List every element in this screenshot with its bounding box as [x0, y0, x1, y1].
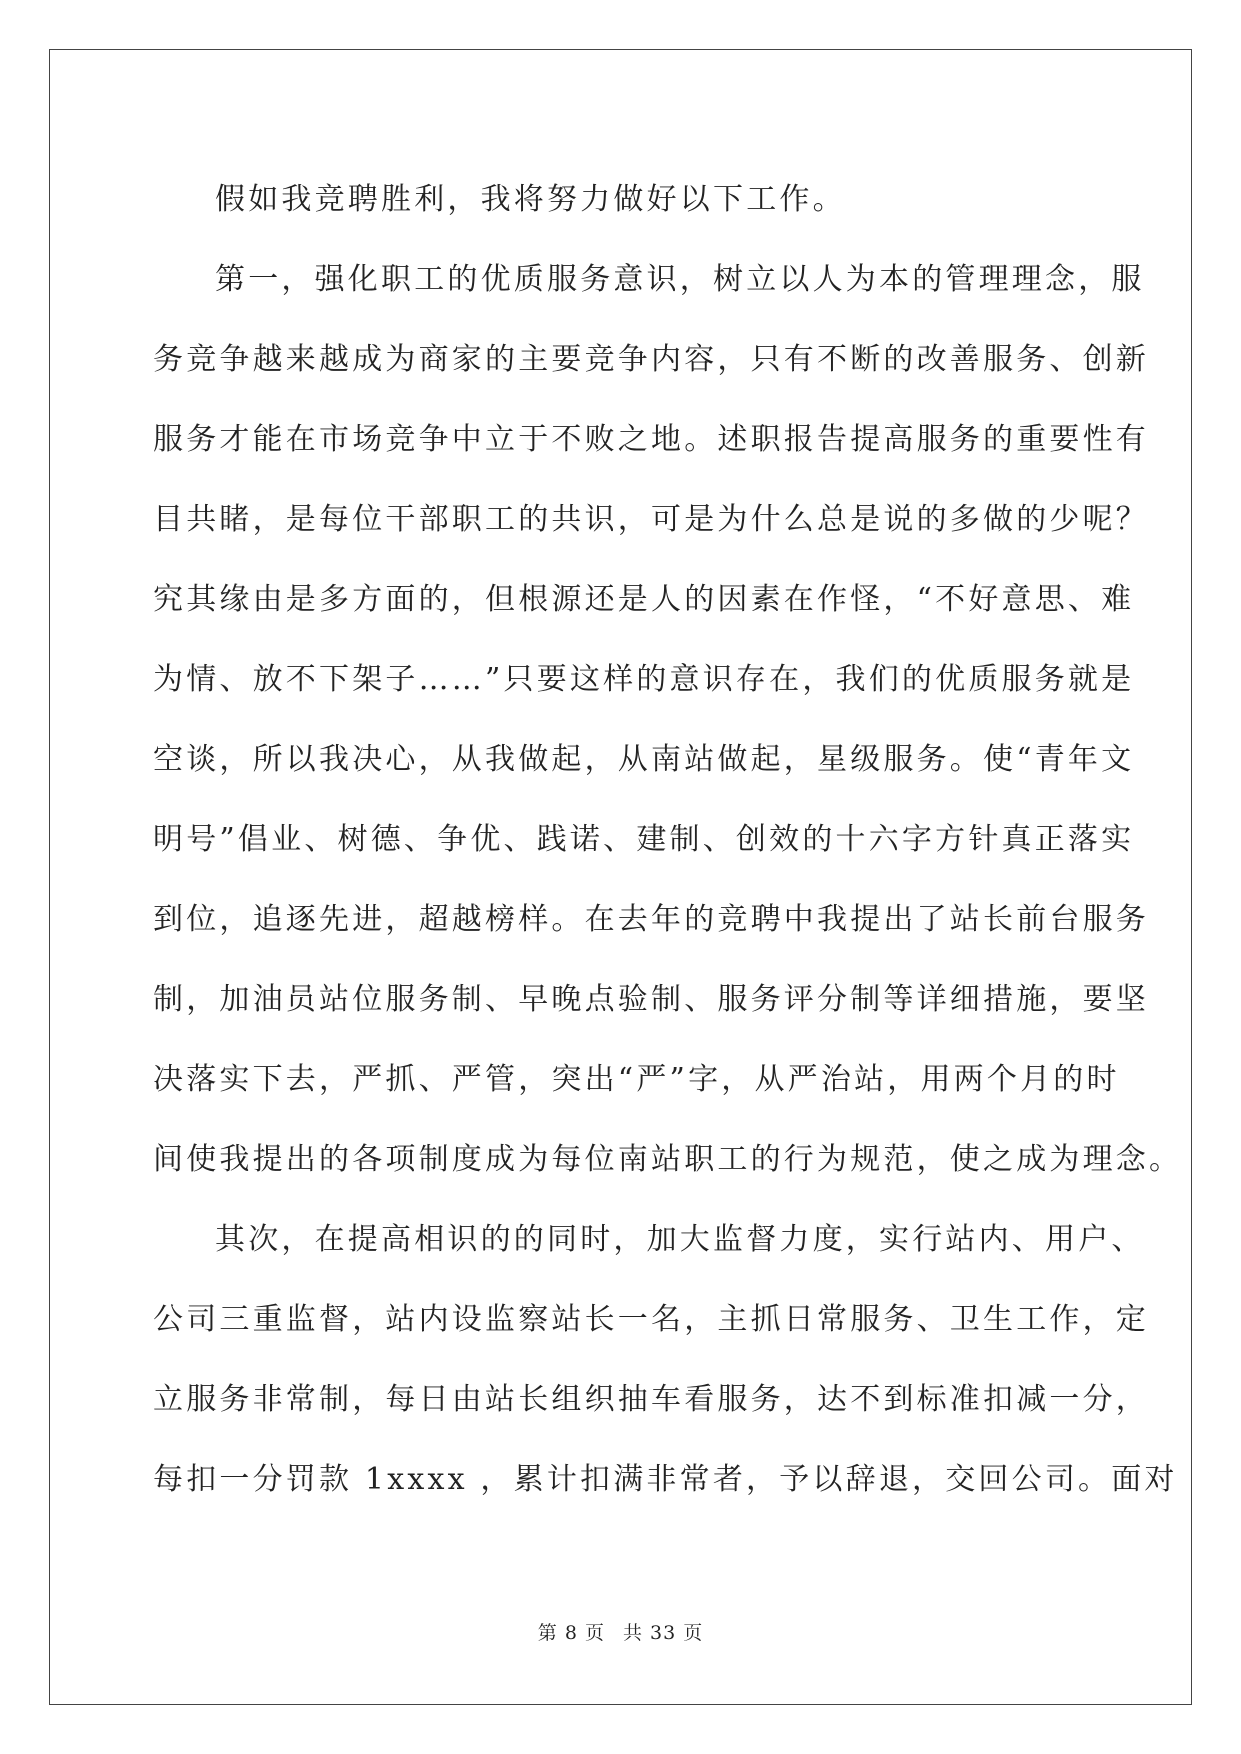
text-line: 服务才能在市场竞争中立于不败之地。述职报告提高服务的重要性有: [153, 422, 1149, 457]
page-footer: [0, 1618, 1241, 1645]
text-line: 每扣一分罚款 1xxxx ，累计扣满非常者，予以辞退，交回公司。面对: [153, 1462, 1178, 1497]
page-total: 共 33 页: [622, 1622, 704, 1644]
text-line: 第一，强化职工的优质服务意识，树立以人为本的管理理念，服: [215, 262, 1145, 297]
text-line: 明号”倡业、树德、争优、践诺、建制、创效的十六字方针真正落实: [153, 822, 1135, 857]
text-line: 到位，追逐先进，超越榜样。在去年的竞聘中我提出了站长前台服务: [153, 902, 1149, 937]
text-line: 决落实下去，严抓、严管，突出“严”字，从严治站，用两个月的时: [153, 1062, 1120, 1097]
text-line: 目共睹，是每位干部职工的共识，可是为什么总是说的多做的少呢？: [153, 502, 1149, 537]
text-line: 间使我提出的各项制度成为每位南站职工的行为规范，使之成为理念。: [153, 1142, 1183, 1177]
text-line: 空谈，所以我决心，从我做起，从南站做起，星级服务。使“青年文: [153, 742, 1135, 777]
document-body: [153, 160, 1183, 1520]
text-line: 立服务非常制，每日由站长组织抽车看服务，达不到标准扣减一分，: [153, 1382, 1149, 1417]
text-line: 公司三重监督，站内设监察站长一名，主抓日常服务、卫生工作，定: [153, 1302, 1149, 1337]
page-number: 第 8 页: [537, 1622, 605, 1644]
text-line: 其次，在提高相识的的同时，加大监督力度，实行站内、用户、: [215, 1222, 1145, 1257]
text-line: 为情、放不下架子……”只要这样的意识存在，我们的优质服务就是: [153, 662, 1135, 697]
text-line: 究其缘由是多方面的，但根源还是人的因素在作怪，“不好意思、难: [153, 582, 1135, 617]
text-line: 制，加油员站位服务制、早晚点验制、服务评分制等详细措施，要坚: [153, 982, 1149, 1017]
text-line: 务竞争越来越成为商家的主要竞争内容，只有不断的改善服务、创新: [153, 342, 1149, 377]
text-line: 假如我竞聘胜利，我将努力做好以下工作。: [215, 182, 846, 217]
